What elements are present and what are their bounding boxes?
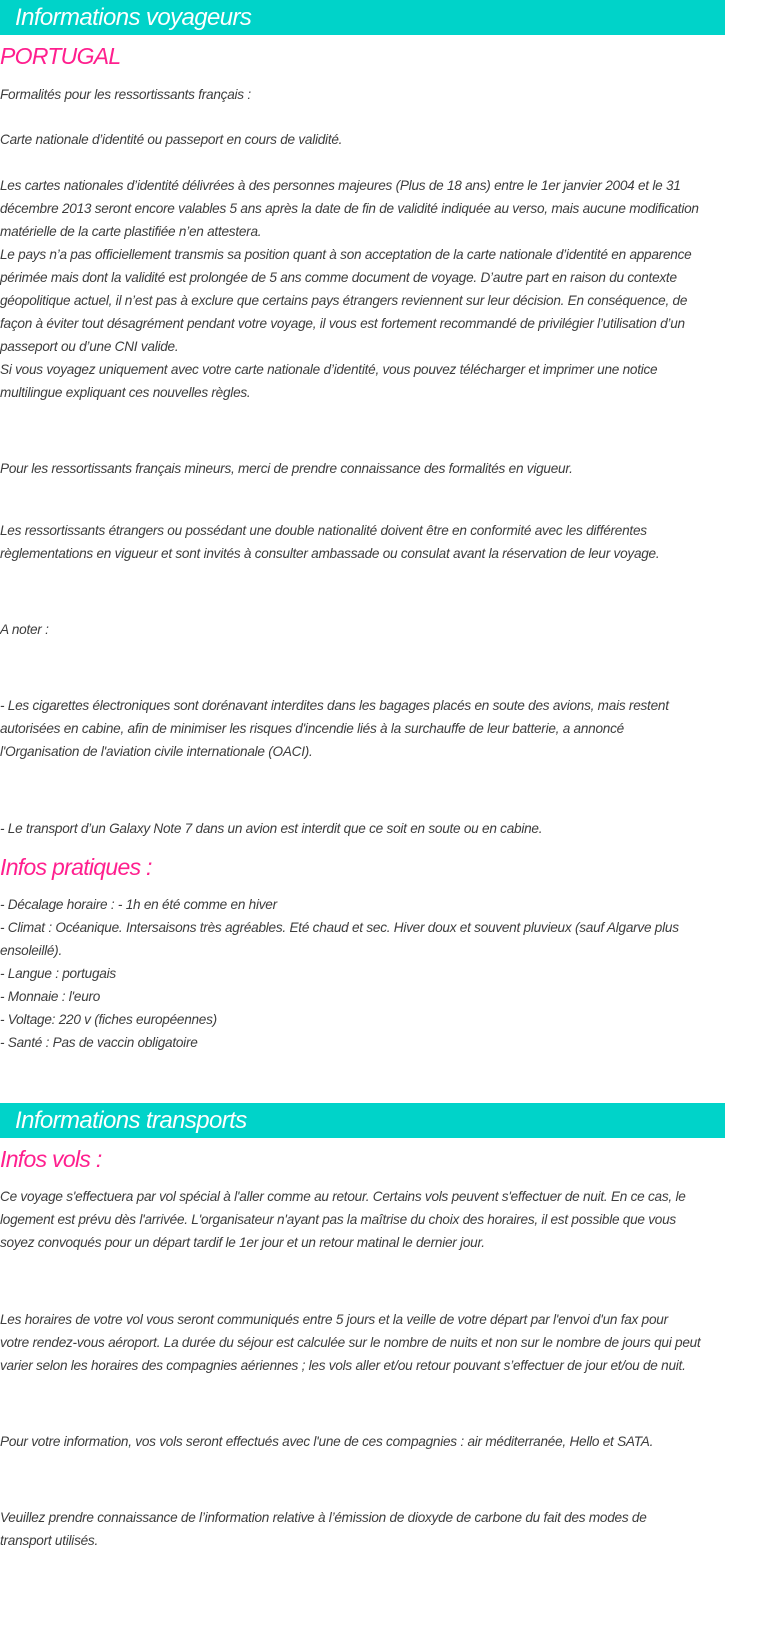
text-line: Formalités pour les ressortissants français :	[0, 87, 251, 102]
paragraph	[0, 83, 725, 106]
paragraph	[0, 519, 725, 565]
text-line: transport utilisés.	[0, 1533, 98, 1548]
practical-info-item: - Climat : Océanique. Intersaisons très agréables. Eté chaud et sec. Hiver doux et souvent pluvieux (sauf Algarve plus	[0, 920, 679, 935]
paragraph	[0, 1430, 725, 1453]
text-line: passeport ou d’une CNI valide.	[0, 339, 179, 354]
text-line: Pour votre information, vos vols seront effectués avec l'une de ces compagnies : air méditerranée, Hello et SATA.	[0, 1434, 654, 1449]
text-line: - Le transport d’un Galaxy Note 7 dans un avion est interdit que ce soit en soute ou en cabine.	[0, 821, 543, 836]
practical-info-heading: Infos pratiques :	[0, 854, 152, 880]
country-heading: PORTUGAL	[0, 43, 121, 69]
paragraph	[0, 1506, 725, 1552]
text-line: soyez convoqués pour un départ tardif le 1er jour et un retour matinal le dernier jour.	[0, 1235, 485, 1250]
practical-info-list	[0, 893, 725, 1054]
paragraph	[0, 694, 725, 763]
text-line: Le pays n’a pas officiellement transmis sa position quant à son acceptation de la carte nationale d’identité en apparence	[0, 247, 692, 262]
text-line: A noter :	[0, 622, 49, 637]
section-header-transport	[0, 1103, 725, 1138]
text-line: varier selon les horaires des compagnies aériennes ; les vols aller et/ou retour pouvant s’effectuer de jour et/ou de nuit.	[0, 1358, 686, 1373]
text-line: l'Organisation de l'aviation civile internationale (OACI).	[0, 744, 313, 759]
text-line: façon à éviter tout désagrément pendant votre voyage, il vous est fortement recommandé de privilégier l’utilisation d’un	[0, 316, 685, 331]
practical-info-item: - Langue : portugais	[0, 966, 116, 981]
section-header-travelers	[0, 0, 725, 35]
text-line: Les cartes nationales d’identité délivrées à des personnes majeures (Plus de 18 ans) entre le 1er janvier 2004 et le 31	[0, 178, 681, 193]
text-line: Ce voyage s'effectuera par vol spécial à l'aller comme au retour. Certains vols peuvent s'effectuer de nuit. En ce cas, le	[0, 1189, 686, 1204]
practical-info-item: - Monnaie : l'euro	[0, 989, 101, 1004]
paragraph	[0, 1308, 725, 1377]
text-line: Veuillez prendre connaissance de l’information relative à l’émission de dioxyde de carbone du fait des modes de	[0, 1510, 647, 1525]
text-line: Les horaires de votre vol vous seront communiqués entre 5 jours et la veille de votre départ par l'envoi d'un fax pour	[0, 1312, 668, 1327]
paragraph	[0, 618, 725, 641]
practical-info-item: - Voltage: 220 v (fiches européennes)	[0, 1012, 217, 1027]
text-line: périmée mais dont la validité est prolongée de 5 ans comme document de voyage. D’autre part en raison du contexte	[0, 270, 677, 285]
practical-info-item: - Décalage horaire : - 1h en été comme en hiver	[0, 897, 277, 912]
paragraph	[0, 1185, 725, 1254]
paragraph	[0, 128, 725, 151]
text-line: géopolitique actuel, il n’est pas à exclure que certains pays étrangers reviennent sur leur décision. En conséquence, de	[0, 293, 688, 308]
paragraph	[0, 457, 725, 480]
paragraph	[0, 817, 725, 840]
text-line: Carte nationale d’identité ou passeport en cours de validité.	[0, 132, 343, 147]
text-line: Pour les ressortissants français mineurs, merci de prendre connaissance des formalités en vigueur.	[0, 461, 573, 476]
text-line: - Les cigarettes électroniques sont dorénavant interdites dans les bagages placés en soute des avions, mais restent	[0, 698, 669, 713]
text-line: multilingue expliquant ces nouvelles règles.	[0, 385, 251, 400]
text-line: logement est prévu dès l'arrivée. L'organisateur n'ayant pas la maîtrise du choix des horaires, il est possible que vous	[0, 1212, 676, 1227]
text-line: Les ressortissants étrangers ou possédant une double nationalité doivent être en conformité avec les différentes	[0, 523, 647, 538]
text-line: règlementations en vigueur et sont invités à consulter ambassade ou consulat avant la réservation de leur voyage.	[0, 546, 660, 561]
section-title: Informations transports	[15, 1107, 247, 1134]
text-line: matérielle de la carte plastifiée n’en attestera.	[0, 224, 262, 239]
text-line: autorisées en cabine, afin de minimiser les risques d'incendie liés à la surchauffe de leur batterie, a annoncé	[0, 721, 624, 736]
practical-info-item: ensoleillé).	[0, 943, 62, 958]
flights-heading: Infos vols :	[0, 1146, 102, 1172]
text-line: Si vous voyagez uniquement avec votre carte nationale d’identité, vous pouvez télécharger et imprimer une notice	[0, 362, 658, 377]
paragraph	[0, 174, 725, 404]
text-line: votre rendez-vous aéroport. La durée du séjour est calculée sur le nombre de nuits et non sur le nombre de jours qui peut	[0, 1335, 701, 1350]
practical-info-item: - Santé : Pas de vaccin obligatoire	[0, 1035, 198, 1050]
section-title: Informations voyageurs	[15, 4, 252, 31]
text-line: décembre 2013 seront encore valables 5 ans après la date de fin de validité indiquée au verso, mais aucune modification	[0, 201, 699, 216]
